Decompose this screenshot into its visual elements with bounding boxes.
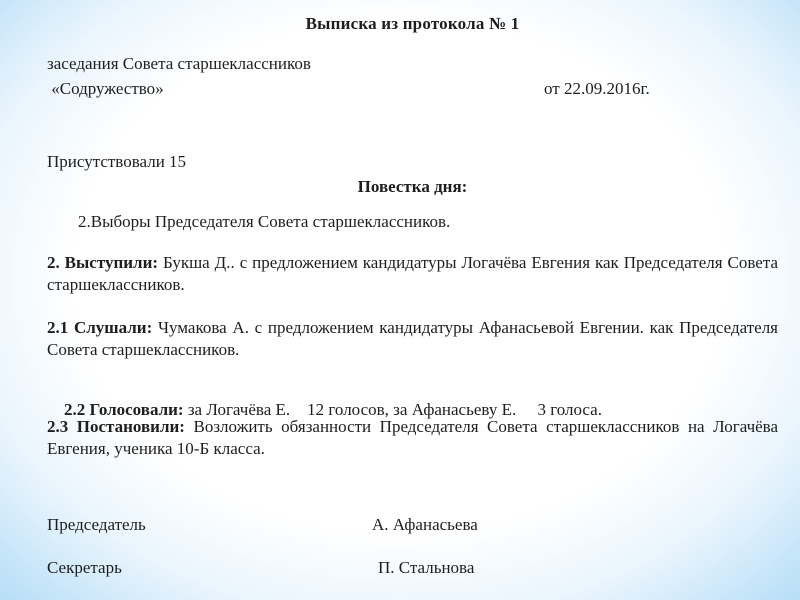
- chair-role: Председатель: [47, 515, 146, 534]
- speakers-paragraph: [47, 252, 778, 296]
- decided-text: Возложить обязанности Председателя Совета старшеклассников на Логачёва Евгения, ученика 10-Б класса.: [47, 417, 779, 458]
- speakers-text: Букша Д.. с предложением кандидатуры Логачёва Евгения как Председателя Совета старшеклассников.: [47, 253, 778, 294]
- listened-text: Чумакова А. с предложением кандидатуры Афанасьевой Евгении. как Председателя Совета старшеклассников.: [47, 318, 778, 359]
- present-count: Присутствовали 15: [47, 152, 187, 171]
- protocol-document: [47, 0, 778, 600]
- organization-name: «Содружество»: [47, 79, 164, 98]
- listened-label: 2.1 Слушали:: [47, 318, 153, 337]
- voted-label: 2.2 Голосовали:: [64, 400, 184, 419]
- voted-text: за Логачёва Е. 12 голосов, за Афанасьеву Е. 3 голоса.: [183, 400, 602, 419]
- listened-paragraph: [47, 317, 778, 361]
- secretary-name: П. Стальнова: [378, 558, 475, 577]
- meeting-date: от 22.09.2016г.: [544, 79, 650, 98]
- chair-name: А. Афанасьева: [372, 515, 478, 534]
- decided-paragraph: [47, 416, 778, 460]
- decided-label: 2.3 Постановили:: [47, 417, 185, 436]
- agenda-item: 2.Выборы Председателя Совета старшеклассников.: [78, 212, 451, 231]
- agenda-title: Повестка дня:: [357, 177, 468, 196]
- document-title: Выписка из протокола № 1: [305, 14, 520, 33]
- meeting-line: заседания Совета старшеклассников: [47, 54, 311, 73]
- speakers-label: 2. Выступили:: [47, 253, 159, 272]
- secretary-role: Секретарь: [47, 558, 122, 577]
